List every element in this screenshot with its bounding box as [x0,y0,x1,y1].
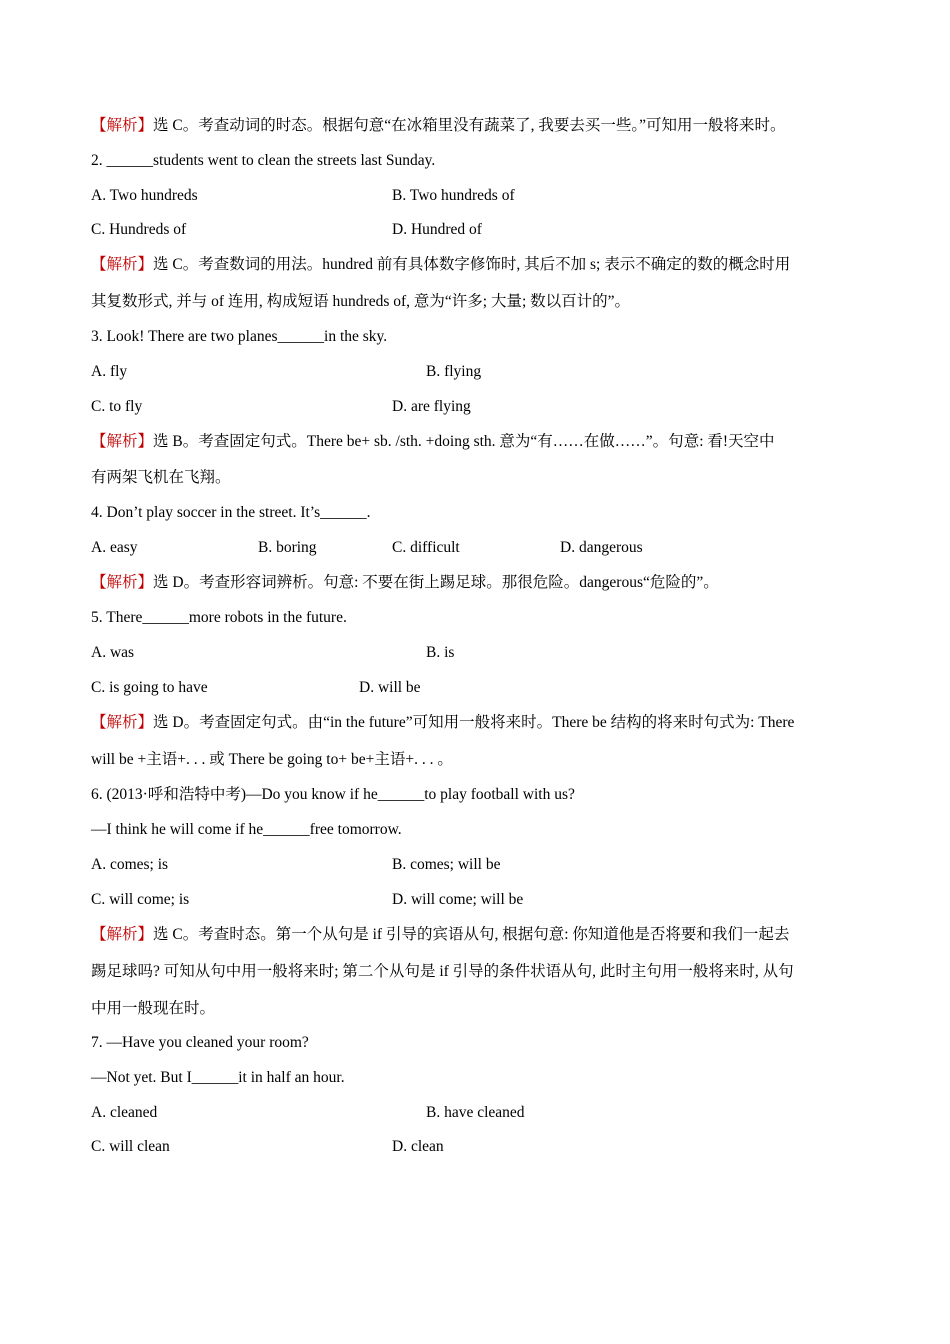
analysis-text: 选 B。考查固定句式。There be+ sb. /sth. +doing sth. 意为“有……在做……”。句意: 看!天空中 [153,433,775,450]
analysis-tag: 【解析】 [91,926,154,943]
q2-stem: 2. ______students went to clean the streets last Sunday. [91,152,436,169]
q6-stem-line2: —I think he will come if he______free tomorrow. [91,821,402,838]
q5-analysis-line2: will be +主语+. . . 或 There be going to+ be+主语+. . . 。 [91,751,453,768]
q7-option-b: B. have cleaned [426,1104,525,1121]
q2-option-c: C. Hundreds of [91,221,187,238]
q2-analysis-line1 [91,255,790,275]
analysis-tag: 【解析】 [91,117,154,134]
q3-option-b: B. flying [426,363,482,380]
analysis-text: 选 D。考查形容词辨析。句意: 不要在街上踢足球。那很危险。dangerous“危险的”。 [153,574,719,591]
analysis-text: 选 C。考查数词的用法。hundred 前有具体数字修饰时, 其后不加 s; 表示不确定的数的概念时用 [153,256,791,273]
q7-option-a: A. cleaned [91,1104,158,1121]
q4-analysis [91,573,719,593]
q4-stem: 4. Don’t play soccer in the street. It’s______. [91,504,371,521]
analysis-text: 选 C。考查动词的时态。根据句意“在冰箱里没有蔬菜了, 我要去买一些。”可知用一般将来时。 [153,117,786,134]
q3-stem: 3. Look! There are two planes______in the sky. [91,328,388,345]
q3-analysis-line2: 有两架飞机在飞翔。 [91,469,231,486]
q4-option-a: A. easy [91,539,138,556]
q1-analysis [91,116,786,136]
q5-option-b: B. is [426,644,455,661]
q6-analysis-line1 [91,925,789,945]
q6-stem-line1: 6. (2013·呼和浩特中考)—Do you know if he______to play football with us? [91,786,575,803]
analysis-tag: 【解析】 [91,433,154,450]
q3-option-c: C. to fly [91,398,143,415]
q3-option-a: A. fly [91,363,128,380]
q6-analysis-line3: 中用一般现在时。 [91,1000,216,1017]
q2-option-d: D. Hundred of [392,221,482,238]
analysis-text: 选 C。考查时态。第一个从句是 if 引导的宾语从句, 根据句意: 你知道他是否将要和我们一起去 [153,926,790,943]
analysis-text: 选 D。考查固定句式。由“in the future”可知用一般将来时。There be 结构的将来时句式为: There [153,714,795,731]
q7-stem-line2: —Not yet. But I______it in half an hour. [91,1069,345,1086]
q6-option-b: B. comes; will be [392,856,501,873]
q6-option-c: C. will come; is [91,891,190,908]
q2-option-a: A. Two hundreds [91,187,198,204]
q3-option-d: D. are flying [392,398,471,415]
analysis-tag: 【解析】 [91,574,154,591]
analysis-tag: 【解析】 [91,714,154,731]
q5-option-d: D. will be [359,679,421,696]
q5-analysis-line1 [91,713,794,733]
q4-option-c: C. difficult [392,539,460,556]
analysis-tag: 【解析】 [91,256,154,273]
q3-analysis-line1 [91,432,775,452]
q4-option-b: B. boring [258,539,317,556]
q2-analysis-line2: 其复数形式, 并与 of 连用, 构成短语 hundreds of, 意为“许多; 大量; 数以百计的”。 [91,293,631,310]
q7-option-d: D. clean [392,1138,444,1155]
q6-option-a: A. comes; is [91,856,169,873]
q5-stem: 5. There______more robots in the future. [91,609,347,626]
q7-stem-line1: 7. —Have you cleaned your room? [91,1034,309,1051]
q5-option-c: C. is going to have [91,679,208,696]
q6-analysis-line2: 踢足球吗? 可知从句中用一般将来时; 第二个从句是 if 引导的条件状语从句, 此时主句用一般将来时, 从句 [91,963,794,980]
q7-option-c: C. will clean [91,1138,170,1155]
q4-option-d: D. dangerous [560,539,643,556]
q2-option-b: B. Two hundreds of [392,187,515,204]
q6-option-d: D. will come; will be [392,891,524,908]
q5-option-a: A. was [91,644,135,661]
